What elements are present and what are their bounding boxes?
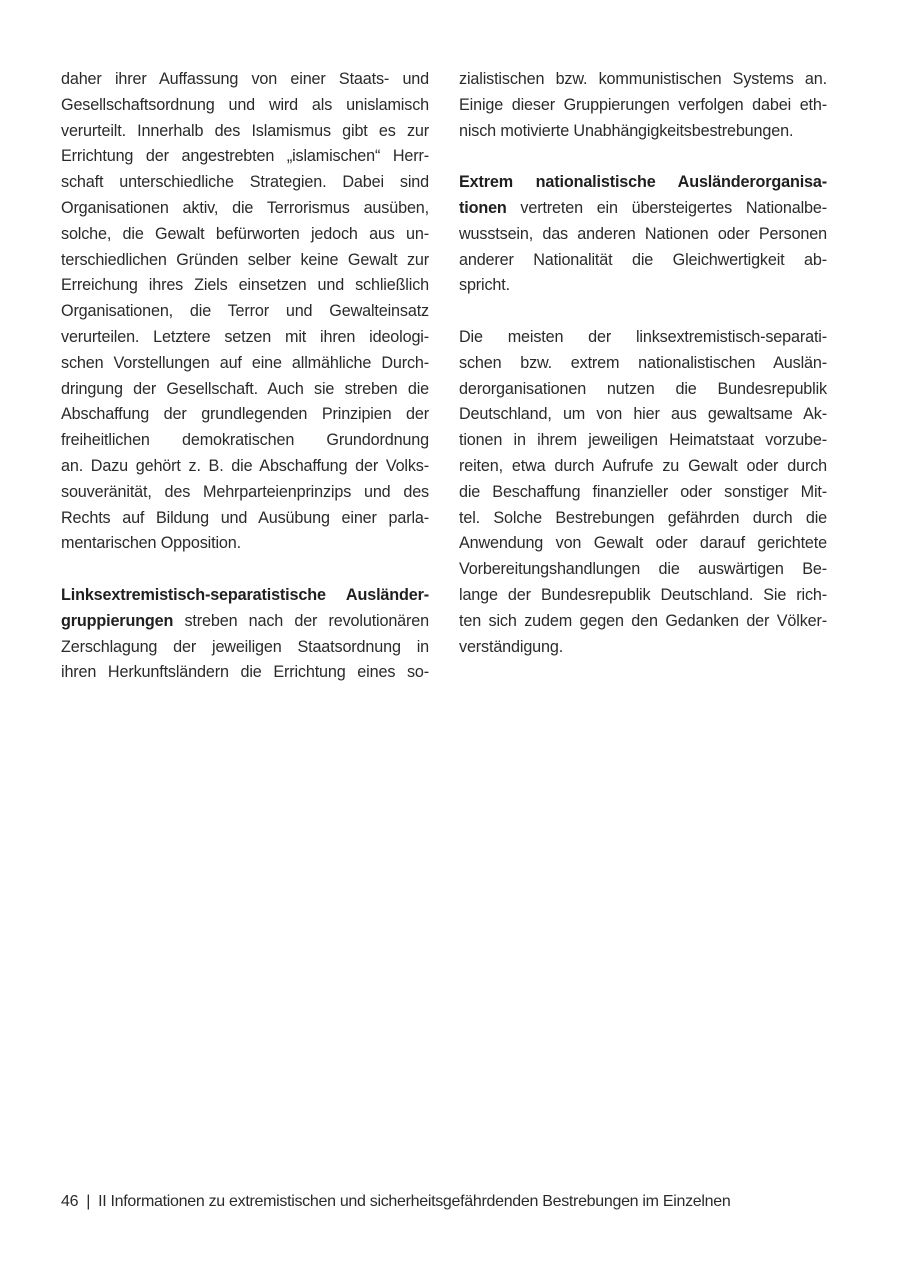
text-line: lange der Bundesrepublik Deutschland. Sie rich- bbox=[459, 585, 827, 604]
footer-separator: | bbox=[86, 1193, 91, 1210]
text-line: reiten, etwa durch Aufrufe zu Gewalt oder durch bbox=[459, 456, 827, 475]
text-line: ihren Herkunftsländern die Errichtung eines so- bbox=[61, 663, 429, 682]
text-line bbox=[61, 583, 429, 609]
text-line: verständigung. bbox=[459, 637, 564, 656]
text-line: ten sich zudem gegen den Gedanken der Völker- bbox=[459, 611, 827, 630]
left-column bbox=[61, 67, 429, 686]
text-line: dringung der Gesellschaft. Auch sie streben die bbox=[61, 379, 429, 398]
text-line: Errichtung der angestrebten „islamischen“ Herr- bbox=[61, 147, 429, 166]
paragraph-gap bbox=[459, 144, 827, 170]
text-line: daher ihrer Auffassung von einer Staats- und bbox=[61, 70, 429, 88]
text-line: schaft unterschiedliche Strategien. Dabei sind bbox=[61, 173, 429, 192]
text-run: streben nach der revolutionären bbox=[173, 611, 429, 630]
page-footer bbox=[61, 1193, 730, 1211]
text-line bbox=[61, 609, 429, 635]
text-line: Abschaffung der grundlegenden Prinzipien der bbox=[61, 405, 429, 424]
text-line: tionen in ihrem jeweiligen Heimatstaat vorzube- bbox=[459, 431, 827, 450]
paragraph-islamism bbox=[61, 67, 429, 557]
text-line: nisch motivierte Unabhängigkeitsbestrebungen. bbox=[459, 121, 794, 140]
paragraph-continuation bbox=[459, 67, 827, 144]
right-column bbox=[459, 67, 827, 660]
bold-term: gruppierungen bbox=[61, 611, 174, 630]
chapter-title: II Informationen zu extremistischen und sicherheitsgefährdenden Bestrebungen im Einzelnen bbox=[98, 1193, 731, 1210]
text-line: verurteilt. Innerhalb des Islamismus gibt es zur bbox=[61, 121, 429, 140]
text-line: mentarischen Opposition. bbox=[61, 534, 241, 553]
text-line: an. Dazu gehört z. B. die Abschaffung der Volks- bbox=[61, 456, 429, 475]
text-line: schen Vorstellungen auf eine allmähliche Durch- bbox=[61, 353, 429, 372]
text-line: Organisationen aktiv, die Terrorismus ausüben, bbox=[61, 198, 429, 217]
text-line: schen bzw. extrem nationalistischen Auslän- bbox=[459, 353, 827, 372]
text-line bbox=[459, 170, 827, 196]
text-line: Organisationen, die Terror und Gewalteinsatz bbox=[61, 302, 429, 321]
text-line: solche, die Gewalt befürworten jedoch aus un- bbox=[61, 224, 429, 243]
text-line: derorganisationen nutzen die Bundesrepublik bbox=[459, 379, 827, 398]
text-line: terschiedlichen Gründen selber keine Gewalt zur bbox=[61, 250, 429, 269]
text-line: Die meisten der linksextremistisch-separati- bbox=[459, 327, 827, 346]
bold-term: Extrem nationalistische Ausländerorganisa- bbox=[459, 173, 827, 192]
paragraph-foreign-organisations bbox=[459, 325, 827, 660]
bold-term: Linksextremistisch-separatistische Ausländer- bbox=[61, 585, 429, 604]
text-run: vertreten ein übersteigertes Nationalbe- bbox=[506, 198, 827, 217]
text-line: Deutschland, um von hier aus gewaltsame Ak- bbox=[459, 405, 827, 424]
text-line: die Beschaffung finanzieller oder sonstiger Mit- bbox=[459, 482, 827, 501]
text-line: freiheitlichen demokratischen Grundordnung bbox=[61, 431, 429, 450]
paragraph-gap bbox=[459, 299, 827, 325]
text-line: Anwendung von Gewalt oder darauf gerichtete bbox=[459, 534, 827, 553]
text-line: Rechts auf Bildung und Ausübung einer parla- bbox=[61, 508, 429, 527]
page-number: 46 bbox=[61, 1193, 79, 1210]
text-line: wusstsein, das anderen Nationen oder Personen bbox=[459, 224, 827, 243]
text-line: Zerschlagung der jeweiligen Staatsordnung in bbox=[61, 637, 429, 656]
text-line: Gesellschaftsordnung und wird als unislamisch bbox=[61, 95, 429, 114]
text-line: anderer Nationalität die Gleichwertigkeit ab- bbox=[459, 250, 827, 269]
text-line: Einige dieser Gruppierungen verfolgen dabei eth- bbox=[459, 95, 827, 114]
text-line: Vorbereitungshandlungen die auswärtigen Be- bbox=[459, 560, 827, 579]
bold-term: tionen bbox=[459, 198, 507, 217]
paragraph-left-separatist bbox=[61, 583, 429, 686]
paragraph-nationalist bbox=[459, 170, 827, 299]
text-line: souveränität, des Mehrparteienprinzips und des bbox=[61, 482, 429, 501]
text-line: Erreichung ihres Ziels einsetzen und schließlich bbox=[61, 276, 429, 295]
paragraph-gap bbox=[61, 557, 429, 583]
text-line: spricht. bbox=[459, 276, 510, 295]
text-line: tel. Solche Bestrebungen gefährden durch die bbox=[459, 508, 827, 527]
text-line: verurteilen. Letztere setzen mit ihren ideologi- bbox=[61, 327, 429, 346]
text-line: zialistischen bzw. kommunistischen Systems an. bbox=[459, 70, 827, 88]
text-line bbox=[459, 196, 827, 222]
